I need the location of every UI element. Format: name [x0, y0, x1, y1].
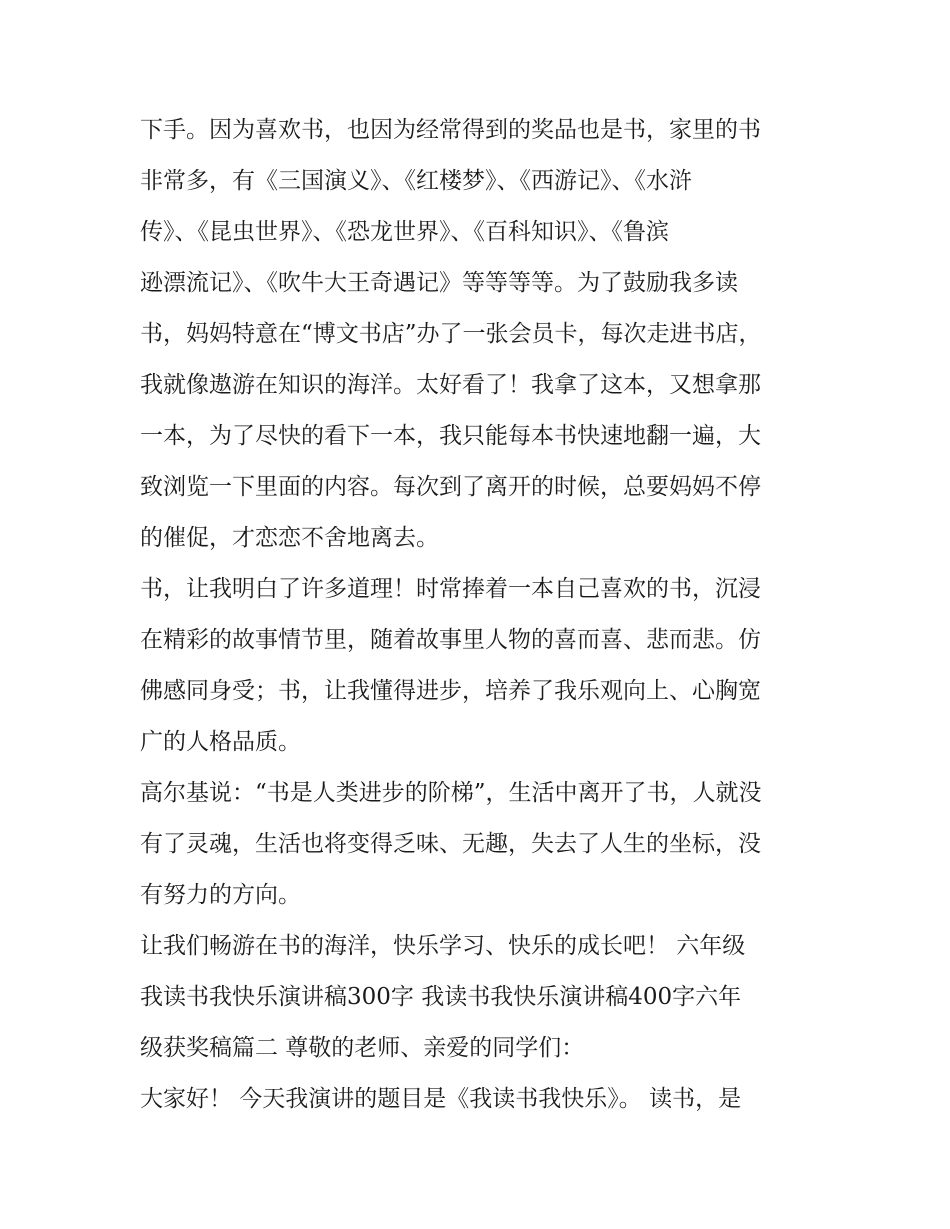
text-line: 下手。因为喜欢书，也因为经常得到的奖品也是书，家里的书	[140, 117, 761, 143]
text-line: 级获奖稿篇二 尊敬的老师、亲爱的同学们：	[140, 1035, 585, 1061]
text-line: 一本，为了尽快的看下一本，我只能每本书快速地翻一遍，大	[140, 423, 761, 449]
text-line: 佛感同身受；书，让我懂得进步，培养了我乐观向上、心胸宽	[140, 678, 761, 704]
document-body	[140, 105, 820, 1125]
text-line: 我就像遨游在知识的海洋。太好看了！我拿了这本，又想拿那	[140, 372, 761, 398]
text-line: 我读书我快乐演讲稿300字 我读书我快乐演讲稿400字六年	[140, 984, 742, 1010]
text-line: 非常多，有《三国演义》、《红楼梦》、《西游记》、《水浒	[140, 168, 692, 194]
text-line: 书，让我明白了许多道理！时常捧着一本自己喜欢的书，沉浸	[140, 576, 761, 602]
text-line: 逊漂流记》、《吹牛大王奇遇记》等等等等。为了鼓励我多读	[140, 270, 738, 296]
text-line: 有了灵魂，生活也将变得乏味、无趣，失去了人生的坐标，没	[140, 831, 761, 857]
text-line: 的催促，才恋恋不舍地离去。	[140, 525, 439, 551]
text-line: 广的人格品质。	[140, 729, 301, 755]
text-line: 在精彩的故事情节里，随着故事里人物的喜而喜、悲而悲。仿	[140, 627, 761, 653]
text-line: 大家好！ 今天我演讲的题目是《我读书我快乐》。 读书，是	[140, 1086, 742, 1112]
text-line: 让我们畅游在书的海洋，快乐学习、快乐的成长吧！ 六年级	[140, 933, 746, 959]
text-line: 有努力的方向。	[140, 882, 301, 908]
text-line: 致浏览一下里面的内容。每次到了离开的时候，总要妈妈不停	[140, 474, 761, 500]
text-line: 传》、《昆虫世界》、《恐龙世界》、《百科知识》、《鲁滨	[140, 219, 669, 245]
text-line: 高尔基说：“书是人类进步的阶梯”，生活中离开了书，人就没	[140, 780, 762, 806]
text-line: 书，妈妈特意在“博文书店”办了一张会员卡，每次走进书店，	[140, 321, 762, 347]
